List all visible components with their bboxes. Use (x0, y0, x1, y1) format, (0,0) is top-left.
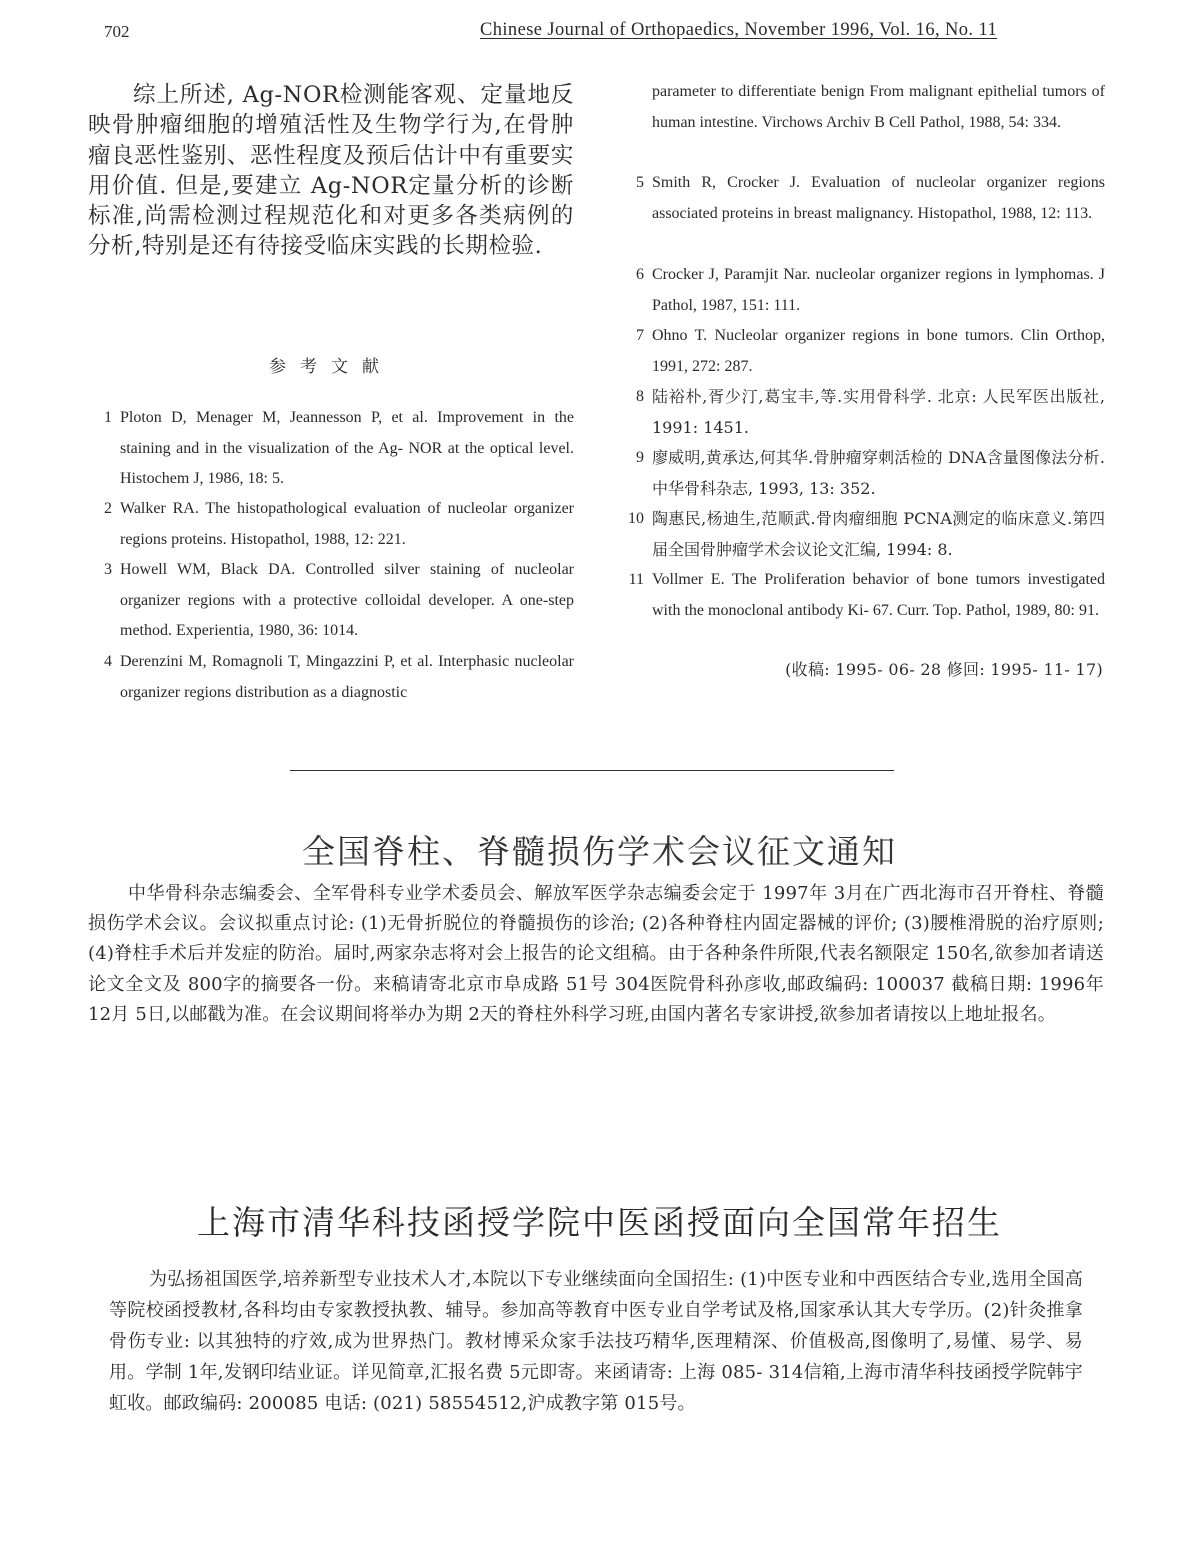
reference-text: Vollmer E. The Proliferation behavior of bone tumors investigated with the monoclonal antibody Ki- 67. Curr. Top. Pathol, 1989, 80: 91. (652, 571, 1105, 619)
page-number: 702 (104, 22, 130, 41)
section-divider (290, 770, 894, 771)
references-heading: 参考文献 (269, 357, 393, 377)
reference-number: 7 (636, 327, 644, 344)
reference-text: Ploton D, Menager M, Jeannesson P, et al. Improvement in the staining and in the visualization of the Ag- NOR at the optical level. Histochem J, 1986, 18: 5. (120, 409, 574, 487)
reference-text: Ohno T. Nucleolar organizer regions in bone tumors. Clin Orthop, 1991, 272: 287. (652, 327, 1105, 375)
reference-number: 2 (104, 500, 112, 517)
reference-text: 陆裕朴,胥少汀,葛宝丰,等.实用骨科学. 北京: 人民军医出版社, 1991: 1451. (652, 387, 1105, 437)
reference-text: 廖威明,黄承达,何其华.骨肿瘤穿刺活检的 DNA含量图像法分析.中华骨科杂志, 1993, 13: 352. (652, 448, 1105, 498)
reference-number: 3 (104, 561, 112, 578)
reference-number: 9 (636, 449, 644, 466)
reference-number: 8 (636, 388, 644, 405)
reference-text: Crocker J, Paramjit Nar. nucleolar organizer regions in lymphomas. J Pathol, 1987, 151: 111. (652, 266, 1105, 314)
reference-number: 4 (104, 653, 112, 670)
reference-number: 6 (636, 266, 644, 283)
summary-paragraph: 综上所述, Ag-NOR检测能客观、定量地反映骨肿瘤细胞的增殖活性及生物学行为,在骨肿瘤良恶性鉴别、恶性程度及预后估计中有重要实用价值. 但是,要建立 Ag-NOR定量分析的诊断标准,尚需检测过程规范化和对更多各类病例的分析,特别是还有待接受临床实践的长期检验. (88, 82, 574, 260)
notice-title: 上海市清华科技函授学院中医函授面向全国常年招生 (197, 1203, 1002, 1242)
notice-body: 为弘扬祖国医学,培养新型专业技术人才,本院以下专业继续面向全国招生: (1)中医专业和中西医结合专业,选用全国高等院校函授教材,各科均由专家教授执教、辅导。参加高等教育中医专业自学考试及格,国家承认其大专学历。(2)针灸推拿骨伤专业: 以其独特的疗效,成为世界热门。教材博采众家手法技巧精华,医理精深、价值极高,图像明了,易懂、易学、易用。学制 1年,发钢印结业证。详见简章,汇报名费 5元即寄。来函请寄: 上海 085- 314信箱,上海市清华科技函授学院韩宇虹收。邮政编码: 200085 电话: (021) 58554512,沪成教字第 015号。 (109, 1269, 1083, 1414)
received-dates: (收稿: 1995- 06- 28 修回: 1995- 11- 17) (785, 660, 1103, 679)
reference-continuation: parameter to differentiate benign From malignant epithelial tumors of human intestine. Virchows Archiv B Cell Pathol, 1988, 54: 334. (652, 83, 1105, 131)
reference-text: Derenzini M, Romagnoli T, Mingazzini P, et al. Interphasic nucleolar organizer regions distribution as a diagnostic (120, 653, 574, 701)
reference-number: 10 (628, 510, 644, 527)
reference-number: 5 (636, 174, 644, 191)
notice-title: 全国脊柱、脊髓损伤学术会议征文通知 (302, 832, 897, 871)
reference-text: Howell WM, Black DA. Controlled silver staining of nucleolar organizer regions with a protective colloidal developer. A one-step method. Experientia, 1980, 36: 1014. (120, 561, 574, 639)
notice-body: 中华骨科杂志编委会、全军骨科专业学术委员会、解放军医学杂志编委会定于 1997年 3月在广西北海市召开脊柱、脊髓损伤学术会议。会议拟重点讨论: (1)无骨折脱位的脊髓损伤的诊治; (2)各种脊柱内固定器械的评价; (3)腰椎滑脱的治疗原则; (4)脊柱手术后并发症的防治。届时,两家杂志将对会上报告的论文组稿。由于各种条件所限,代表名额限定 150名,欲参加者请送论文全文及 800字的摘要各一份。来稿请寄北京市阜成路 51号 304医院骨科孙彦收,邮政编码: 100037 截稿日期: 1996年 12月 5日,以邮戳为准。在会议期间将举办为期 2天的脊柱外科学习班,由国内著名专家讲授,欲参加者请按以上地址报名。 (88, 883, 1104, 1025)
running-head: Chinese Journal of Orthopaedics, November 1996, Vol. 16, No. 11 (480, 20, 998, 40)
reference-number: 11 (628, 571, 644, 588)
reference-text: Smith R, Crocker J. Evaluation of nucleolar organizer regions associated proteins in breast malignancy. Histopathol, 1988, 12: 113. (652, 174, 1105, 222)
reference-number: 1 (104, 409, 112, 426)
reference-text: Walker RA. The histopathological evaluation of nucleolar organizer regions proteins. Histopathol, 1988, 12: 221. (120, 500, 574, 548)
reference-text: 陶惠民,杨迪生,范顺武.骨肉瘤细胞 PCNA测定的临床意义.第四届全国骨肿瘤学术会议论文汇编, 1994: 8. (652, 509, 1105, 559)
